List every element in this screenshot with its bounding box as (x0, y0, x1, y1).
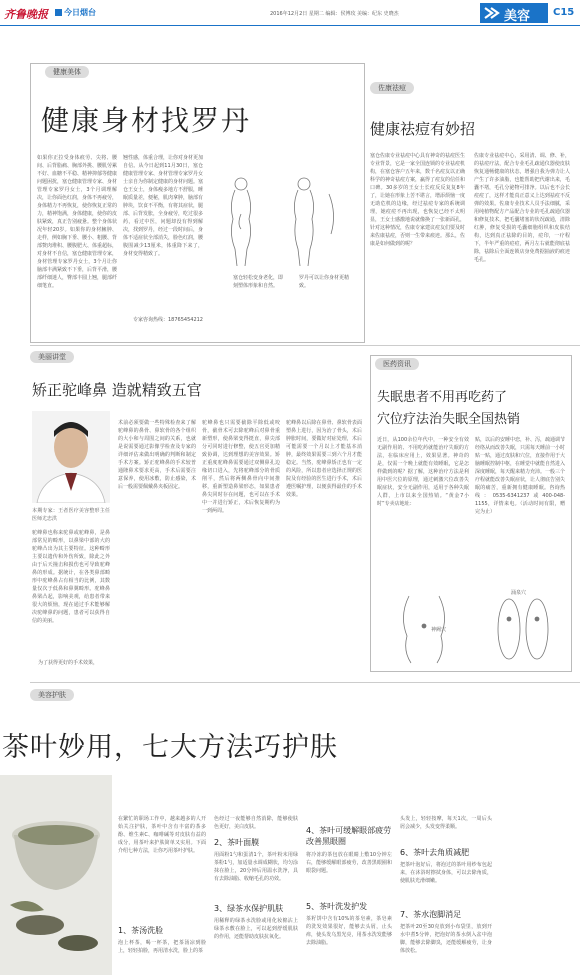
edition-marker-icon (55, 9, 62, 16)
article-column: 近日，从100余位年代中，一种安全有效无副作用的、不用吃药就能治疗失眠的方法，在临床应用上，效果显著。神奇的是，仅需一个晚上就能有效睡眠，它是怎样做到的呢？据了解，这种治疗方法是利用中医穴位的原理，通过刺激穴位改善失眠症状，安全无副作用，适用于各种失眠人群，上市以来全国热销。“黄金7小时”专卖店地址： (377, 437, 469, 507)
article-column: 在繁忙的职场工作中，越来越多的人开始关注护肤，茶叶中含有丰富的茶多酚、维生素C、咖啡碱等对皮肤有益的成分，用茶叶来护肤简单又实用。下面介绍七种方法，让你巧用茶叶护肤。 (118, 816, 206, 854)
section-tag: 美丽讲堂 (30, 351, 74, 363)
figure-caption: 罗丹可以让你身材更精致。 (299, 275, 349, 289)
acupoint-label: 神阙穴 (431, 627, 447, 633)
article-nose-surgery (30, 349, 363, 671)
section-tag: 美容护肤 (30, 689, 74, 701)
article-column: 驼峰鼻也称来驼鼻或驼峰鼻，是鼻部常见的畸形，以鼻梁中部的大的驼峰凸出为其主要特征。这种畸形主要以遗传和外伤所致，除此之外由于后天撞击和损伤也可导致驼峰鼻的形成。据统计，在各类鼻部畸形中驼峰鼻占有相当的比例，其数量仅次于低鼻和鼻翼畸形。驼峰鼻鼻梁凸起，影响美观，给患者带来很大的烦恼，现在通过手术能够解决驼峰鼻的问题，患者可以获得自信的美丽。 (32, 530, 110, 624)
article-column: 泡上杯茶，喝一杯茶，把茶汤凉到脸上，轻轻拍脸，再用清水洗，脸上的茶 (118, 940, 206, 954)
masthead (0, 0, 580, 34)
article-tea-skincare (2, 685, 580, 975)
method-heading: 4、茶叶可缓解眼部疲劳改善黑眼圈 (306, 826, 392, 846)
article-column: 如果你正拉受身体痕劳、尖将、腰间、后背脂痛、胸部外挑、腰肌劳累不好、血糖不平稳、精神抑郁等健康问题困扰，塞仓健康管理专家、身材管理专家罗丹女士，3个月调理解决，让你面色红润，身体不再疲劳，身体精力不再恢复，使你恢复正常的力，精神饱满，身体健康，使你的皮肤紧致，真正告别疲惫。整个身体状况年轻20岁。如果你的身材臃肿、走样，例如胸下垂、腰小、粗腰、背部赘肉堆积、腰腹肥大、体重超标，对身材不自信，塞仓健康管理专家，身材管理专家罗丹女士，3个月让你脑部丰满紧致不下垂，后背平滑，腰部纤细迷人，臀部丰圆上翘，腿部纤细笔直。 (37, 155, 117, 289)
headline: 健康身材找罗丹 (41, 104, 252, 137)
section-divider (30, 345, 580, 346)
headline: 矫正驼峰鼻 造就精致五官 (32, 381, 202, 399)
headline: 茶叶妙用，七大方法巧护肤 (2, 732, 338, 763)
article-footer-note: 为了获得更好的手术效果， (38, 660, 99, 666)
article-column: 用稀释的绿茶水洗脸或用化妆棉沾上绿茶水敷在脸上，可以起到舒缓肌肤的作用，还能帮助皮肤抗氧化。 (214, 918, 298, 940)
article-column: 用面粉1勺和蛋清1个，茶叶粉末用绿茶粉1勺，加适量水调成糊状，均匀涂抹在脸上，20分钟后用温水洗净，具有去除油脂、收缩毛孔的功效。 (214, 852, 298, 882)
article-acne-care (370, 70, 580, 345)
tea-photo (0, 775, 112, 975)
article-column: 驼峰鼻也只需要截除平除低或咬骨，截骨术可去除驼峰后对鼻骨重新塑形，使鼻梁变得挺直，鼻尖部分可同时进行修整，使五官更加精致协调，达到理想的美容效果。矫正重度驼峰鼻需要通过双侧鼻孔边缘切口进入，先将驼峰部分的骨质削平，然后将两侧鼻骨向中间推移，重新塑造鼻梁形态，如果患者鼻尖同时存在问题，也可以在手术中一并进行矫正，术后恢复期约为一到两周。 (202, 420, 280, 514)
article-insomnia (370, 355, 572, 672)
method-heading: 1、茶汤洗脸 (118, 926, 164, 935)
acupoint-label: 涌泉穴 (511, 590, 527, 596)
article-column: 佐康专业祛痘中心，采用清、调、修、补，的祛痘疗法，配合专业毛孔疏通仪器使皮肤恢复通畅健康的状态，增强自我为弹力让人产生了许多油脂，也能帮助把代谢出来，毛囊不堵，毛孔分泌物可排净。以后也不会长痘痘了，这样才能真正意义上达到祛痘不反弹的效果。佐康专业技术人员手法细腻，采用纯植物配方产品配合专业的毛孔疏通仪器和修复技术，把毛囊堵塞的状况疏通，清除红肿，修复受损的毛囊细胞组织和皮肤结构，达到真正祛除的目的，痘印，一疗程下，半年严重的痘痘，两月左右就能彻底祛除，祛除后全面连锁店身免费据抽液的痕迹毛孔。 (474, 153, 570, 263)
method-heading: 3、绿茶水保护肌肤 (214, 904, 284, 913)
header-rule (0, 25, 580, 26)
expert-photo (32, 411, 110, 503)
section-divider (30, 682, 580, 683)
article-column: 头发上，轻轻按摩，每天1次，一周后头屑会减少，头发变得柔顺。 (400, 816, 492, 830)
article-column: 把茶叶20至30克放到小布袋里，放到开水中煮5分钟，把泡好的茶水倒入盆中泡脚，能够去除脚臭，还能缓解疲劳，让身体放松。 (400, 924, 492, 954)
arrow-icon (484, 6, 500, 20)
headline: 失眠患者不用再吃药了 (377, 390, 508, 405)
article-body-beauty (30, 63, 365, 343)
article-column: 贴，以后的安睡中恋，补、泻，疏通调节经络从而改善失眠，只需每天睡前一小时贴一贴，通过皮肤和穴位，直接作用于大脑睡眠控制中枢，在睡觉中就能自然进入深度睡眠，每天醒来精力充沛。一般三个疗程就能改善失眠症状，让人彻底告别失眠的痛苦，重新拥有健康睡眠。咨询热线：0535-6341237或400-048-1155，详情来电。（活动时间有限，赠完为止） (475, 437, 565, 515)
model-illustration (209, 174, 359, 269)
expert-hotline: 专家咨询热线：18765454212 (133, 317, 203, 323)
article-column: 把茶叶泡好后，将泡过的茶叶用纱布包起来，在沐浴时擦拭身体，可以去除角质，使肌肤光滑细嫩。 (400, 862, 492, 884)
section-name: 美容 (504, 9, 531, 24)
method-heading: 2、茶叶面膜 (214, 838, 260, 847)
newspaper-logo: 齐鲁晚报 (4, 8, 48, 21)
method-heading: 7、茶水泡脚消足 (400, 910, 462, 919)
edition-name: 今日烟台 (64, 8, 96, 17)
date-line: 2016年12月2日 星期二 编辑：侯博玫 美编：纪东 史晓杰 (270, 11, 399, 17)
expert-caption: 本期专家：王者医疗美容整形主任医师尤忠洪 (32, 508, 110, 522)
figure-caption: 塞仓轻松变身老化，即刻塑体形象和自然。 (233, 275, 283, 289)
article-column: 塞仓佐康专业祛痘中心具有神奇的祛痘医生专业背景，它是一家全国连锁的专业祛痘机构，在塞仓客户五年来，数千名痘友以正确科学的神奇祛痘方案，赢得了痘友的信任和口碑。30多岁的王女士长痘反反复复8年了，让她在形象上苦不堪言，增添烦恼一度无助危机的边缘，经过祛痘专家的系统调理，她痘痘不再出现，也恢复已经不太明显，王女士感激地说就像换了一张新面孔，针对这种情况，佐康专家建议痘友们要及时来佐康祛痘，否则一生带来痕迹。那么，佐康是如何做到的呢？ (370, 153, 465, 247)
page-number: C15 (553, 7, 575, 18)
headline: 健康祛痘有妙招 (370, 120, 476, 138)
article-column: 色经过一夜能够自然消除，能够使肤色更好，美白皮肤。 (214, 816, 298, 830)
article-column: 茶籽饼中含有10%的茶皂素，茶皂素的洗发效果很好，能够去头屑，止头痒，使头发乌黑光亮，用茶水洗发能够去除油脂。 (306, 916, 392, 946)
method-heading: 6、茶叶去角质减肥 (400, 848, 470, 857)
article-column: 将冷冻的茶包放在眼睛上敷10分钟左右，能够缓解眼部疲劳，改善黑眼圈和眼袋问题。 (306, 852, 392, 874)
section-tag: 医药资讯 (375, 358, 419, 370)
headline-second-line: 穴位疗法治失眠全国热销 (377, 412, 521, 427)
section-tag: 健康美体 (45, 66, 89, 78)
section-badge (480, 3, 548, 23)
article-column: 驼峰鼻以后除在鼻骨、鼻软骨表面塑鼻上进行，因为治了骨头，术后肿胀时间，要做好对症处理，术后可能需要一个月以上才能基本消肿，最终效果需要三到六个月才能稳定。当然，驼峰鼻矫正也有一定的风险，所以患者应选择正规的医院及有经验的医生进行手术，术后遵医嘱护理，以便获得最佳的手术效果。 (286, 420, 362, 498)
section-tag: 佐康祛痘 (370, 82, 414, 94)
article-column: 翘性感，体重合理，让你对身材更加自信。从今日起到11月30日，塞仓健康管理专家、身材管理专家罗丹女士亲自为你制定健康的身材问题。塞仓王女士，身体瘦多地方不舒服，睡眠质量差，便秘，肌肉拿肿，脑部有肿块，饮食不平衡，有将其症状，腿部、后背发胀，全身疲劳，吃过很多药，看过中医，问题却没有得到解决，找到罗丹，经过一段时间后，身体不适症状全部消失，脸色红润，腰腹围减少13厘米，体重降下来了，身材变得精致了。 (123, 155, 203, 257)
article-column: 术前必须要做一些特殊检查来了解驼峰鼻的鼻骨、鼻软骨的各个组织的大小和与周围之间的关系，也就是说需要通过影像学检查及专家的详细评估来做出明确的判断和制定手术方案。矫正驼峰鼻的手术较普通隆鼻术要求更高，手术后需要注意保养，使用冰敷，防止感染，术后一般需要佩戴鼻夹板固定。 (118, 420, 196, 490)
acupoint-diagram (399, 591, 559, 666)
method-heading: 5、茶叶洗发护发 (306, 902, 368, 911)
